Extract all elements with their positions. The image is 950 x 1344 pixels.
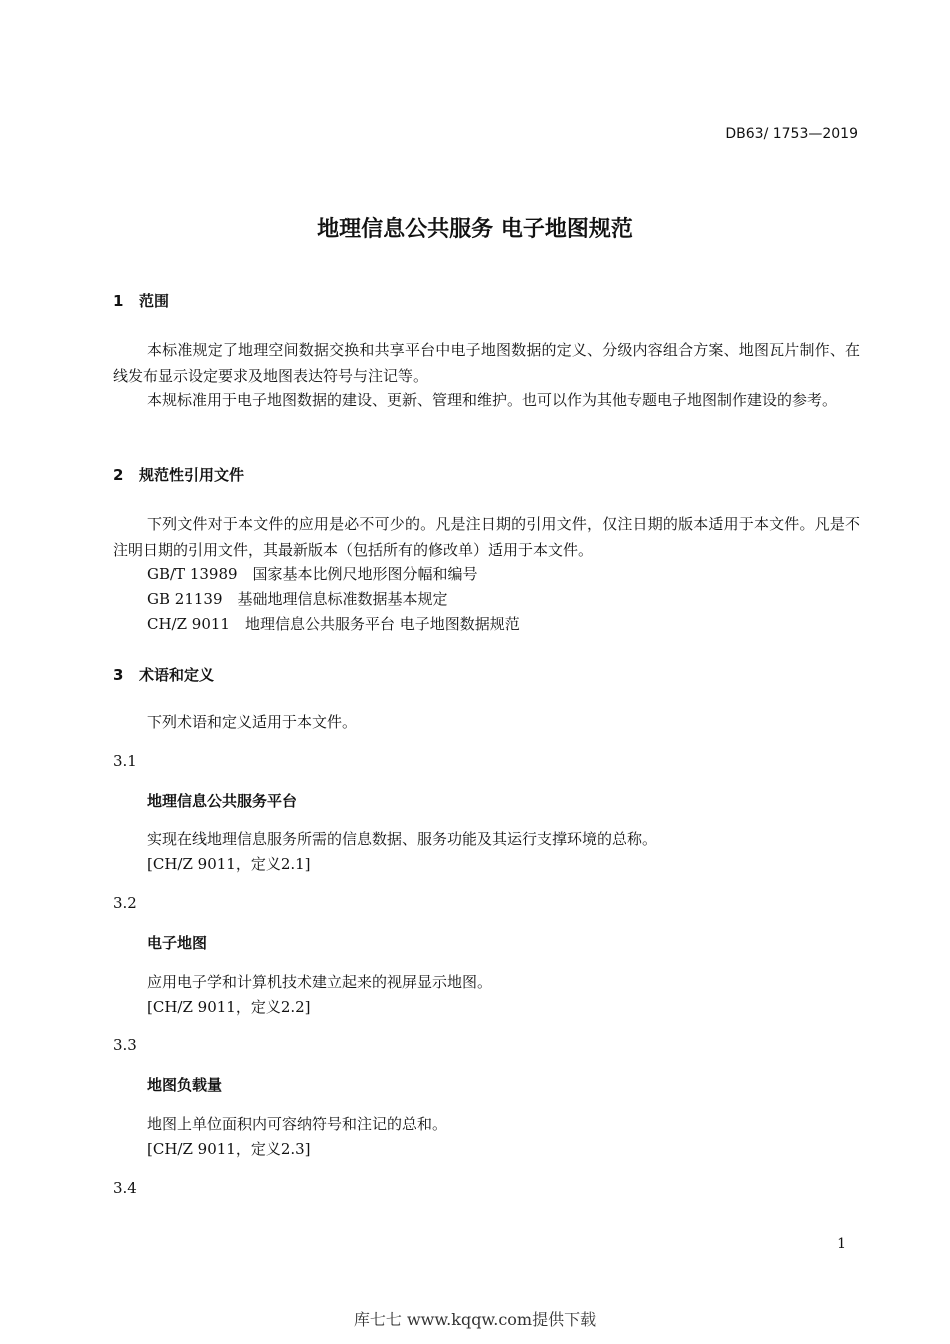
section-title: 范围 bbox=[139, 292, 170, 310]
term-definition: 应用电子学和计算机技术建立起来的视屏显示地图。 bbox=[147, 973, 493, 991]
section-number: 3 bbox=[113, 666, 124, 684]
section-1-heading bbox=[113, 290, 169, 311]
term-number: 3.1 bbox=[113, 752, 137, 770]
term-definition: 地图上单位面积内可容纳符号和注记的总和。 bbox=[147, 1115, 448, 1133]
term-source: [CH/Z 9011，定义2.2] bbox=[147, 998, 311, 1016]
section-3-intro: 下列术语和定义适用于本文件。 bbox=[147, 713, 358, 731]
term-number: 3.3 bbox=[113, 1036, 137, 1054]
reference-item: GB/T 13989 国家基本比例尺地形图分幅和编号 bbox=[147, 565, 478, 583]
standard-number: DB63/ 1753—2019 bbox=[725, 126, 858, 142]
page-number: 1 bbox=[837, 1236, 846, 1252]
section-2-paragraph: 下列文件对于本文件的应用是必不可少的。凡是注日期的引用文件，仅注日期的版本适用于本文件。凡是不注明日期的引用文件，其最新版本（包括所有的修改单）适用于本文件。 bbox=[113, 515, 860, 559]
reference-item: GB 21139 基础地理信息标准数据基本规定 bbox=[147, 590, 448, 608]
section-1-paragraph-1: 本标准规定了地理空间数据交换和共享平台中电子地图数据的定义、分级内容组合方案、地图瓦片制作、在线发布显示设定要求及地图表达符号与注记等。 bbox=[113, 341, 860, 385]
section-2-heading bbox=[113, 464, 244, 485]
section-number: 2 bbox=[113, 466, 124, 484]
section-1-paragraph-2: 本规标准用于电子地图数据的建设、更新、管理和维护。也可以作为其他专题电子地图制作建设的参考。 bbox=[147, 391, 838, 409]
term-source: [CH/Z 9011，定义2.3] bbox=[147, 1140, 311, 1158]
download-footer: 库七七 www.kqqw.com提供下载 bbox=[353, 1310, 597, 1329]
section-number: 1 bbox=[113, 292, 124, 310]
document-title: 地理信息公共服务 电子地图规范 bbox=[317, 217, 633, 242]
section-title: 规范性引用文件 bbox=[139, 466, 245, 484]
term-number: 3.2 bbox=[113, 894, 137, 912]
section-3-heading bbox=[113, 664, 214, 685]
term-name: 电子地图 bbox=[147, 934, 208, 952]
section-title: 术语和定义 bbox=[139, 666, 215, 684]
term-source: [CH/Z 9011，定义2.1] bbox=[147, 855, 311, 873]
term-name: 地理信息公共服务平台 bbox=[147, 792, 298, 810]
reference-item: CH/Z 9011 地理信息公共服务平台 电子地图数据规范 bbox=[147, 615, 520, 633]
term-number: 3.4 bbox=[113, 1179, 137, 1197]
term-definition: 实现在线地理信息服务所需的信息数据、服务功能及其运行支撑环境的总称。 bbox=[147, 830, 658, 848]
term-name: 地图负载量 bbox=[147, 1076, 223, 1094]
